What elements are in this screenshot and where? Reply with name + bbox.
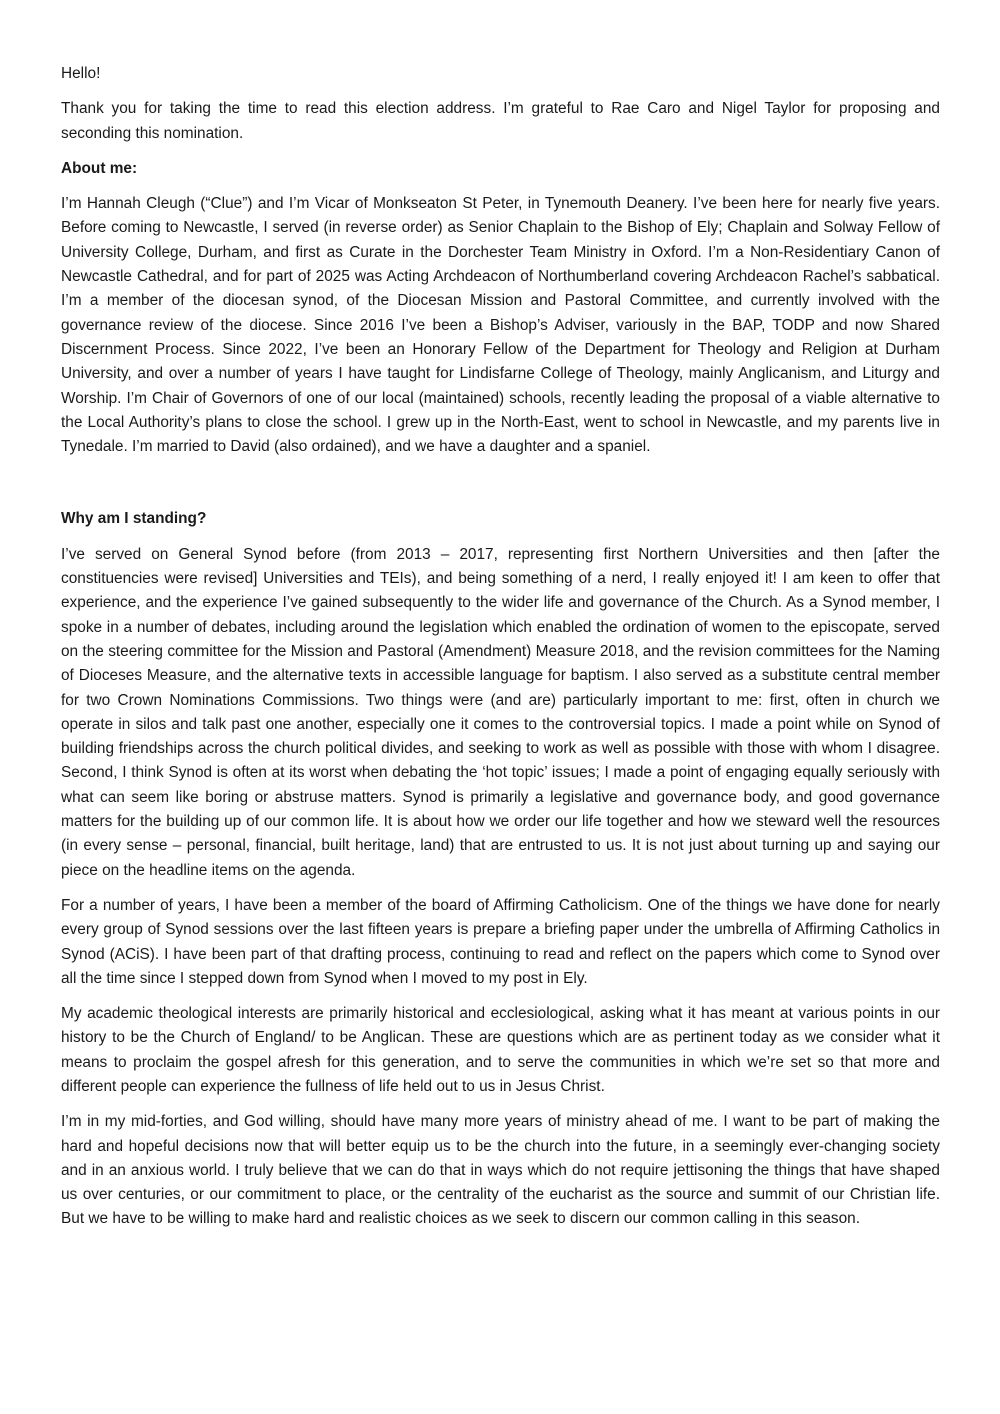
intro-paragraph: Thank you for taking the time to read this election address. I’m grateful to Rae Caro and Nigel Taylor for proposing and seconding this nomination. [61, 100, 940, 142]
standing-paragraph-affirming-catholicism: For a number of years, I have been a member of the board of Affirming Catholicism. One of the things we have done for nearly every group of Synod sessions over the last fifteen years is prepare a briefing paper under the umbrella of Affirming Catholics in Synod (ACiS). I have been part of that drafting process, continuing to read and reflect on the papers which come to Synod over all the time since I stepped down from Synod when I moved to my post in Ely. [61, 896, 940, 987]
about-me-heading: About me: [61, 159, 138, 177]
section-spacer [61, 470, 940, 507]
standing-paragraph-synod-experience: I’ve served on General Synod before (from 2013 – 2017, representing first Northern Universities and then [after the constituencies were revised] Universities and TEIs), and being something of a nerd, I really enjoyed it! I am keen to offer that experience, and the experience I’ve gained subsequently to the wider life and governance of the Church. As a Synod member, I spoke in a number of debates, including around the legislation which enabled the ordination of women to the episcopate, served on the steering committee for the Mission and Pastoral (Amendment) Measure 2018, and the revision committees for the Naming of Dioceses Measure, and the alternative texts in accessible language for baptism. I also served as a substitute central member for two Crown Nominations Commissions. Two things were (and are) particularly important to me: first, often in church we operate in silos and talk past one another, especially one it comes to the controversial topics. I made a point while on Synod of building friendships across the church political divides, and seeking to work as well as possible with those with whom I disagree. Second, I think Synod is often at its worst when debating the ‘hot topic’ issues; I made a point of engaging equally seriously with what can seem like boring or abstruse matters. Synod is primarily a legislative and governance body, and good governance matters for the building up of our common life. It is about how we order our life together and how we steward well the resources (in every sense – personal, financial, built heritage, land) that are entrusted to us. It is not just about turning up and saying our piece on the headline items on the agenda. [61, 545, 940, 879]
why-standing-heading: Why am I standing? [61, 510, 207, 528]
about-me-paragraph: I’m Hannah Cleugh (“Clue”) and I’m Vicar of Monkseaton St Peter, in Tynemouth Deanery. I’ve been here for nearly five years. Before coming to Newcastle, I served (in reverse order) as Senior Chaplain to the Bishop of Ely; Chaplain and Solway Fellow of University College, Durham, and first as Curate in the Dorchester Team Ministry in Oxford. I’m a Non-Residentiary Canon of Newcastle Cathedral, and for part of 2025 was Acting Archdeacon of Northumberland covering Archdeacon Rachel’s sabbatical. I’m a member of the diocesan synod, of the Diocesan Mission and Pastoral Committee, and currently involved with the governance review of the diocese. Since 2016 I’ve been a Bishop’s Adviser, variously in the BAP, TODP and now Shared Discernment Process. Since 2022, I’ve been an Honorary Fellow of the Department for Theology and Religion at Durham University, and over a number of years I have taught for Lindisfarne College of Theology, mainly Anglicanism, and Liturgy and Worship. I’m Chair of Governors of one of our local (maintained) schools, recently leading the proposal of a viable alternative to the Local Authority’s plans to close the school. I grew up in the North-East, went to school in Newcastle, and my parents live in Tynedale. I’m married to David (also ordained), and we have a daughter and a spaniel. [61, 195, 940, 456]
election-address-document [61, 62, 940, 1243]
standing-paragraph-academic-interests: My academic theological interests are primarily historical and ecclesiological, asking what it has meant at various points in our history to be the Church of England/ to be Anglican. These are questions which are as pertinent today as we consider what it means to proclaim the gospel afresh for this generation, and to serve the communities in which we’re set so that more and different people can experience the fullness of life held out to us in Jesus Christ. [61, 1005, 940, 1095]
standing-paragraph-future-ministry: I’m in my mid-forties, and God willing, should have many more years of ministry ahead of me. I want to be part of making the hard and hopeful decisions now that will better equip us to be the church into the future, in a seemingly ever-changing society and in an anxious world. I truly believe that we can do that in ways which do not require jettisoning the things that have shaped us over centuries, or our commitment to place, or the centrality of the eucharist as the source and summit of our Christian life. But we have to be willing to make hard and realistic choices as we seek to discern our common calling in this season. [61, 1113, 940, 1228]
greeting: Hello! [61, 65, 101, 82]
